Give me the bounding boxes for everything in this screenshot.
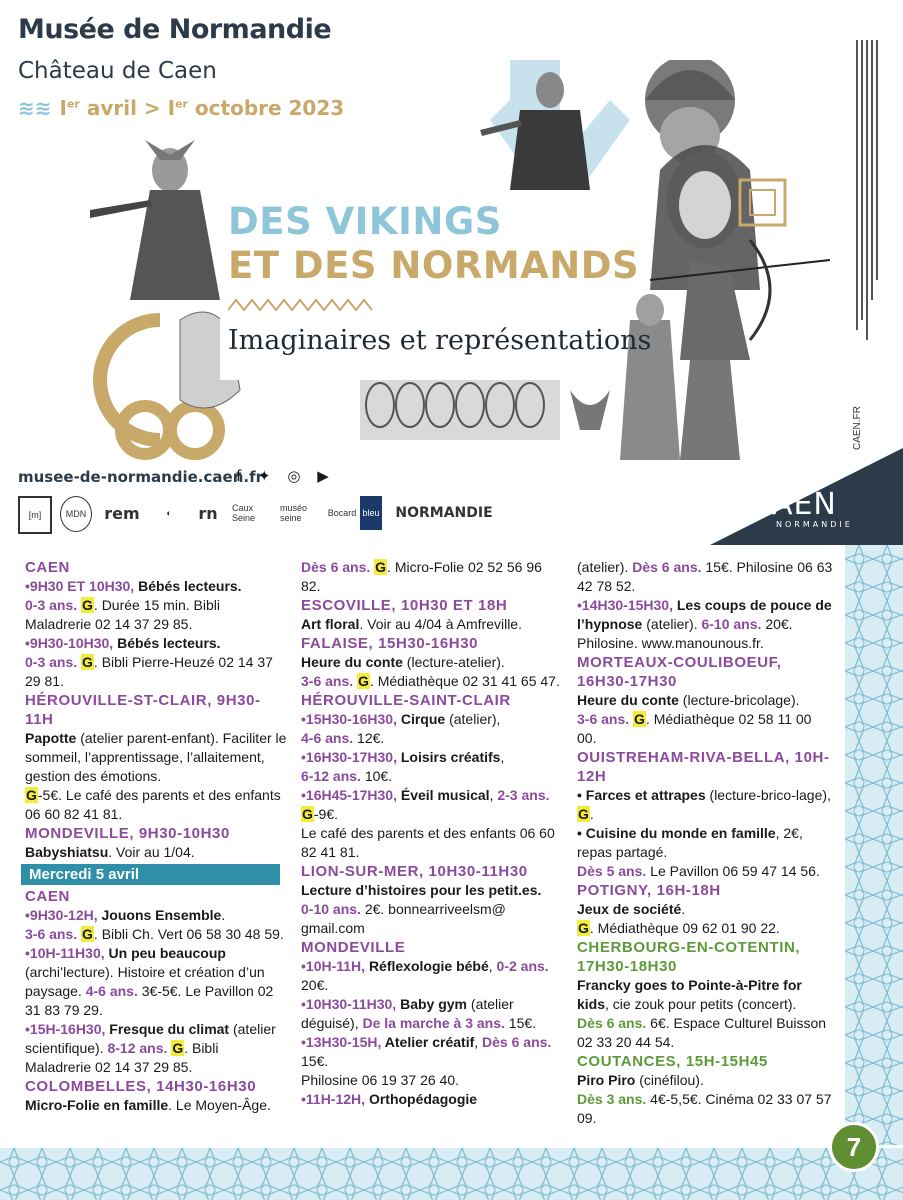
exhibition-dates: ≋≋ Ier avril > Ier octobre 2023: [18, 96, 345, 120]
free-badge: G: [26, 787, 37, 803]
event-entry: Jeux de société. G. Médiathèque 09 62 01 90 22.: [577, 901, 780, 936]
event-entry: •13H30-15H, Atelier créatif, Dès 6 ans. 15€. Philosine 06 19 37 26 40.: [301, 1034, 552, 1088]
event-entry: •10H-11H30, Un peu beaucoup (archi’lecture). Histoire et création d’un paysage. 4-6 ans. 3€-5€. Le Pavillon 02 31 83 79 29.: [25, 945, 274, 1018]
event-entry: •15H30-16H30, Cirque (atelier), 4-6 ans. 12€.: [301, 711, 501, 746]
partner-logo-icon: NORMANDIE: [395, 505, 493, 521]
location-heading: CAEN: [25, 559, 70, 576]
partner-logo-icon: muséo seine: [280, 503, 308, 523]
wave-icon: ≋≋: [18, 96, 52, 120]
location-heading: MORTEAUX-COULIBOEUF, 16H30-17H30: [577, 654, 782, 690]
photo-credits-vertical: [852, 40, 884, 460]
event-entry: Francky goes to Pointe-à-Pitre for kids, cie zouk pour petits (concert). Dès 6 ans. 6€. Espace Culturel Buisson 02 33 20 44 54.: [577, 977, 827, 1050]
event-entry: • Farces et attrapes (lecture-brico-lage), G.: [577, 787, 831, 822]
event-entry: Heure du conte (lecture-bricolage). 3-6 ans. G. Médiathèque 02 58 11 00 00.: [577, 692, 812, 746]
partner-logo-icon: [m]: [18, 496, 52, 534]
event-entry: •14H30-15H30, Les coups de pouce de l’hypnose (atelier). 6-10 ans. 20€. Philosine. www.manounous.fr.: [577, 597, 832, 651]
exhibition-headline: [228, 200, 639, 288]
free-badge: G: [82, 597, 93, 613]
partner-logo-icon: ◐: [166, 508, 172, 518]
event-entry: Babyshiatsu. Voir au 1/04.: [25, 844, 195, 860]
location-heading: MONDEVILLE, 9H30-10H30: [25, 825, 230, 842]
event-entry: Papotte (atelier parent-enfant). Faciliter le sommeil, l’apprentissage, l’allaitement, gestion des émotions. G-5€. Le café des parents et des enfants 06 60 82 41 81.: [25, 730, 287, 822]
free-badge: G: [358, 673, 369, 689]
partner-logo-icon: MDN: [60, 496, 92, 532]
event-entry: •10H30-11H30, Baby gym (atelier déguisé), De la marche à 3 ans. 15€.: [301, 996, 537, 1031]
event-entry: Piro Piro (cinéfilou). Dès 3 ans. 4€-5,5€. Cinéma 02 33 07 57 09.: [577, 1072, 832, 1126]
free-badge: G: [302, 806, 313, 822]
caen-logo-text: CAEN: [750, 487, 837, 522]
event-entry: •10H-11H, Réflexologie bébé, 0-2 ans. 20€.: [301, 958, 549, 993]
event-entry: •15H-16H30, Fresque du climat (atelier scientifique). 8-12 ans. G. Bibli Maladrerie 02 14 37 29 85.: [25, 1021, 276, 1075]
exhibition-ad: [0, 0, 903, 545]
event-entry: Dès 6 ans. G. Micro-Folie 02 52 56 96 82.: [301, 559, 542, 594]
museum-title: Musée de Normandie: [18, 14, 332, 45]
page-number-badge: 7: [829, 1122, 879, 1172]
listing-column-3: [577, 558, 833, 1128]
headline-line-2: ET DES NORMANDS: [228, 244, 640, 287]
location-heading: ESCOVILLE, 10H30 ET 18H: [301, 597, 508, 614]
zigzag-ornament: [228, 298, 378, 312]
event-entry: •16H45-17H30, Éveil musical, 2-3 ans. G-9€. Le café des parents et des enfants 06 60 82 41 81.: [301, 787, 555, 860]
event-entry: •9H30-10H30, Bébés lecteurs. 0-3 ans. G. Bibli Pierre-Heuzé 02 14 37 29 81.: [25, 635, 273, 689]
event-entry: Lecture d’histoires pour les petit.es. 0-10 ans. 2€. bonnearriveelsm@ gmail.com: [301, 882, 542, 936]
day-banner: Mercredi 5 avril: [21, 864, 280, 885]
location-heading: HÉROUVILLE-SAINT-CLAIR: [301, 692, 511, 709]
location-heading: CHERBOURG-EN-COTENTIN, 17H30-18H30: [577, 939, 801, 975]
headline-line-1: DES VIKINGS: [228, 200, 502, 243]
partner-logo-icon: bleu: [360, 496, 382, 530]
agenda-listings: [0, 549, 903, 1149]
free-badge: G: [82, 654, 93, 670]
event-entry: • Cuisine du monde en famille, 2€, repas partagé. Dès 5 ans. Le Pavillon 06 59 47 14 56.: [577, 825, 820, 879]
location-heading: COLOMBELLES, 14H30-16H30: [25, 1078, 257, 1095]
free-badge: G: [375, 559, 387, 575]
decorative-pattern-bottom: [0, 1148, 903, 1200]
location-heading: LION-SUR-MER, 10H30-11H30: [301, 863, 528, 880]
partner-logo-icon: Caux Seine: [232, 503, 256, 523]
free-badge: G: [578, 920, 589, 936]
partner-logo-icon: rn: [198, 503, 218, 523]
free-badge: G: [82, 926, 93, 942]
location-heading: POTIGNY, 16H-18H: [577, 882, 721, 899]
svg-text:CAEN.FR: CAEN.FR: [852, 406, 863, 450]
free-badge: G: [634, 711, 645, 727]
location-heading: CAEN: [25, 888, 70, 905]
event-entry: •16H30-17H30, Loisirs créatifs, 6-12 ans. 10€.: [301, 749, 505, 784]
social-icons[interactable]: f ✦ ◎ ▶: [236, 467, 335, 485]
museum-url[interactable]: musee-de-normandie.caen.fr: [18, 468, 263, 486]
event-entry: Micro-Folie en famille. Le Moyen-Âge.: [25, 1097, 271, 1113]
location-heading: MONDEVILLE: [301, 939, 406, 956]
free-badge: G: [578, 806, 589, 822]
listing-column-2: [301, 558, 563, 1109]
event-entry: •9H30 ET 10H30, Bébés lecteurs. 0-3 ans. G. Durée 15 min. Bibli Maladrerie 02 14 37 29 85.: [25, 578, 242, 632]
listing-column-1: [25, 558, 288, 1115]
caen-logo-sub: NORMANDIE: [776, 520, 853, 529]
free-badge: G: [172, 1040, 184, 1056]
event-entry: Heure du conte (lecture-atelier). 3-6 ans. G. Médiathèque 02 31 41 65 47.: [301, 654, 560, 689]
location-heading: HÉROUVILLE-ST-CLAIR, 9H30-11H: [25, 692, 261, 728]
event-entry: Art floral. Voir au 4/04 à Amfreville.: [301, 616, 522, 632]
headline-line-3: Imaginaires et représentations: [228, 325, 652, 356]
location-heading: OUISTREHAM-RIVA-BELLA, 10H-12H: [577, 749, 830, 785]
partner-logo-icon: Bocard: [327, 508, 357, 518]
location-heading: COUTANCES, 15H-15H45: [577, 1053, 768, 1070]
location-heading: FALAISE, 15H30-16H30: [301, 635, 479, 652]
event-entry: (atelier). Dès 6 ans. 15€. Philosine 06 63 42 78 52.: [577, 559, 833, 594]
decorative-pattern-right: [845, 545, 903, 1145]
museum-subtitle: Château de Caen: [18, 58, 217, 84]
event-entry: •11H-12H, Orthopédagogie: [301, 1091, 478, 1107]
event-entry: •9H30-12H, Jouons Ensemble. 3-6 ans. G. Bibli Ch. Vert 06 58 30 48 59.: [25, 907, 284, 942]
partner-logo-icon: rem: [104, 503, 140, 523]
